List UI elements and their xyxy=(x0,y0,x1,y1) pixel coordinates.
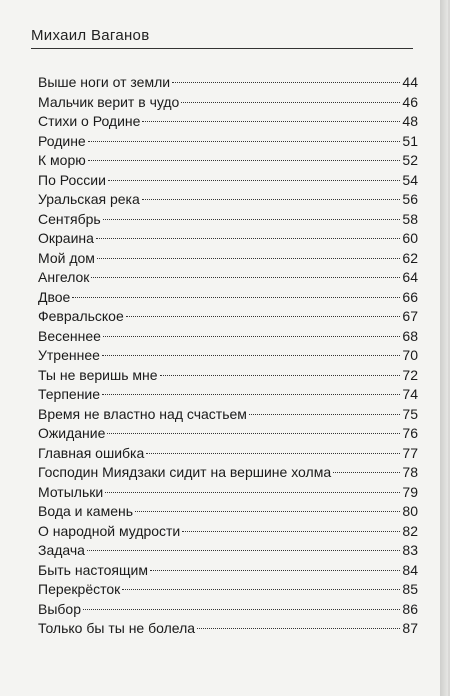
toc-entry-title: Перекрёсток xyxy=(38,581,121,597)
dot-leader xyxy=(135,511,400,512)
dot-leader xyxy=(197,628,400,629)
toc-entry xyxy=(38,600,418,620)
toc-entry-title: Стихи о Родине xyxy=(38,113,141,129)
toc-entry-page-number: 87 xyxy=(402,620,418,636)
dot-leader xyxy=(87,550,400,551)
toc-entry xyxy=(38,73,418,93)
toc-entry-page-number: 44 xyxy=(402,74,418,90)
dot-leader xyxy=(83,609,400,610)
dot-leader xyxy=(126,316,401,317)
toc-entry-title: Только бы ты не болела xyxy=(38,620,196,636)
dot-leader xyxy=(122,589,400,590)
dot-leader xyxy=(96,238,400,239)
toc-entry-page-number: 86 xyxy=(402,600,418,617)
toc-entry-title: Весеннее xyxy=(38,327,101,344)
dot-leader xyxy=(88,141,401,142)
toc-entry-page-number: 68 xyxy=(402,327,418,344)
toc-entry-page-number: 46 xyxy=(402,93,418,110)
toc-entry-page-number: 54 xyxy=(402,171,418,188)
toc-entry xyxy=(38,268,418,288)
toc-entry-title: Ожидание xyxy=(38,425,106,441)
toc-entry xyxy=(38,522,418,542)
dot-leader xyxy=(160,375,401,376)
toc-entry-title: Господин Миядзаки сидит на вершине холма xyxy=(38,464,332,480)
dot-leader xyxy=(182,531,400,532)
toc-entry-title: Вода и камень xyxy=(38,503,134,519)
toc-entry xyxy=(38,190,418,210)
toc-entry-title: Окраина xyxy=(38,230,94,246)
toc-entry xyxy=(38,561,418,581)
toc-entry xyxy=(38,444,418,464)
toc-entry-title: Выше ноги от земли xyxy=(38,74,171,90)
dot-leader xyxy=(150,570,400,571)
toc-entry xyxy=(38,229,418,249)
dot-leader xyxy=(105,492,400,493)
toc-entry-title: Задача xyxy=(38,542,85,558)
running-head-author: Михаил Ваганов xyxy=(31,27,150,44)
toc-entry xyxy=(38,307,418,327)
toc-entry-title: Время не властно над счастьем xyxy=(38,405,247,422)
dot-leader xyxy=(88,160,401,161)
dot-leader xyxy=(249,414,401,415)
toc-entry-title: Главная ошибка xyxy=(38,444,145,461)
toc-entry xyxy=(38,405,418,425)
toc-entry-title: Мой дом xyxy=(38,249,95,266)
dot-leader xyxy=(333,472,400,473)
toc-entry xyxy=(38,288,418,308)
toc-entry xyxy=(38,619,418,639)
toc-entry-title: Родине xyxy=(38,132,86,149)
toc-entry-page-number: 64 xyxy=(402,269,418,285)
dot-leader xyxy=(103,336,400,337)
dot-leader xyxy=(108,180,401,181)
toc-entry-page-number: 75 xyxy=(402,405,418,422)
toc-entry xyxy=(38,346,418,366)
toc-entry-title: Ты не веришь мне xyxy=(38,366,158,383)
toc-entry-page-number: 85 xyxy=(402,581,418,597)
toc-entry-page-number: 72 xyxy=(402,366,418,383)
dot-leader xyxy=(102,394,400,395)
header-rule xyxy=(31,48,413,49)
table-of-contents xyxy=(38,73,418,639)
toc-entry-title: Двое xyxy=(38,288,71,305)
toc-entry-page-number: 62 xyxy=(402,249,418,266)
toc-entry xyxy=(38,249,418,269)
dot-leader xyxy=(107,433,400,434)
toc-entry-page-number: 60 xyxy=(402,230,418,246)
toc-entry-page-number: 67 xyxy=(402,308,418,324)
dot-leader xyxy=(146,453,400,454)
toc-entry-page-number: 56 xyxy=(402,191,418,207)
toc-entry-title: Сентябрь xyxy=(38,210,101,227)
dot-leader xyxy=(97,258,401,259)
dot-leader xyxy=(102,355,401,356)
toc-entry-title: Выбор xyxy=(38,600,81,617)
dot-leader xyxy=(72,297,400,298)
dot-leader xyxy=(142,199,401,200)
toc-entry-title: Уральская река xyxy=(38,191,140,207)
toc-entry xyxy=(38,93,418,113)
toc-entry-page-number: 84 xyxy=(402,561,418,578)
toc-entry xyxy=(38,112,418,132)
toc-entry xyxy=(38,463,418,483)
toc-entry xyxy=(38,502,418,522)
toc-entry xyxy=(38,541,418,561)
toc-entry-page-number: 66 xyxy=(402,288,418,305)
toc-entry-page-number: 78 xyxy=(402,464,418,480)
toc-entry-page-number: 77 xyxy=(402,444,418,461)
toc-entry-title: О народной мудрости xyxy=(38,522,181,539)
toc-entry xyxy=(38,132,418,152)
toc-entry xyxy=(38,424,418,444)
toc-entry xyxy=(38,483,418,503)
toc-entry-title: Мотыльки xyxy=(38,483,104,500)
toc-entry-page-number: 82 xyxy=(402,522,418,539)
toc-entry-title: Ангелок xyxy=(38,269,90,285)
toc-entry-title: К морю xyxy=(38,152,86,168)
toc-entry-title: Быть настоящим xyxy=(38,561,148,578)
toc-entry-title: Мальчик верит в чудо xyxy=(38,93,180,110)
toc-entry xyxy=(38,580,418,600)
dot-leader xyxy=(172,82,400,83)
toc-entry-page-number: 58 xyxy=(402,210,418,227)
toc-entry xyxy=(38,385,418,405)
toc-entry-page-number: 83 xyxy=(402,542,418,558)
toc-entry-page-number: 76 xyxy=(402,425,418,441)
toc-entry xyxy=(38,171,418,191)
toc-entry-page-number: 51 xyxy=(402,132,418,149)
toc-entry-title: Утреннее xyxy=(38,347,100,363)
toc-entry-title: Февральское xyxy=(38,308,124,324)
toc-entry xyxy=(38,327,418,347)
toc-entry-page-number: 79 xyxy=(402,483,418,500)
dot-leader xyxy=(91,277,400,278)
dot-leader xyxy=(181,102,400,103)
toc-entry xyxy=(38,210,418,230)
toc-entry-page-number: 80 xyxy=(402,503,418,519)
toc-entry-page-number: 52 xyxy=(402,152,418,168)
toc-entry-title: Терпение xyxy=(38,386,101,402)
toc-entry-title: По России xyxy=(38,171,106,188)
toc-entry xyxy=(38,366,418,386)
toc-entry-page-number: 70 xyxy=(402,347,418,363)
dot-leader xyxy=(142,121,400,122)
toc-entry-page-number: 74 xyxy=(402,386,418,402)
toc-entry-page-number: 48 xyxy=(402,113,418,129)
toc-entry xyxy=(38,151,418,171)
dot-leader xyxy=(103,219,401,220)
